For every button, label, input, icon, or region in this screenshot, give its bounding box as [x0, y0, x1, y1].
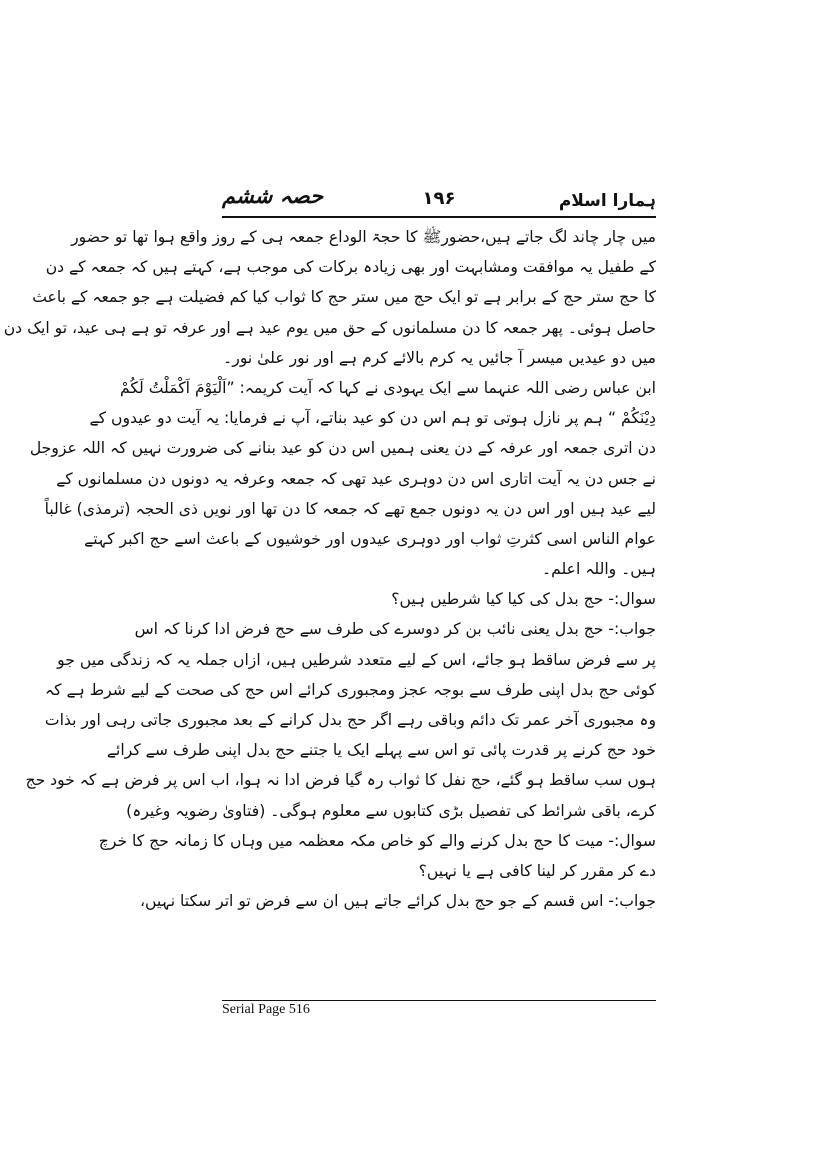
text-line: میں چار چاند لگ جاتے ہیں،حضورﷺ کا حجۃ الوداع جمعہ ہی کے روز واقع ہوا تھا تو حضور: [71, 228, 656, 246]
text-line: وہ مجبوری آخر عمر تک دائم وباقی رہے اگر حج بدل کرانے کے بعد مجبوری جاتی رہی اور بذات: [44, 711, 656, 729]
text-line: نے جس دن یہ آیت اتاری اس دن دوہری عید تھی کہ جمعہ وعرفہ یہ دونوں دن مسلمانوں کے: [56, 469, 656, 488]
text-line: دے کر مقرر کر لینا کافی ہے یا نہیں؟: [418, 861, 656, 880]
text-line: ہوں سب ساقط ہو گئے، حج نفل کا ثواب رہ گیا فرض ادا نہ ہوا، اب اس پر فرض ہے کہ خود حج: [25, 771, 656, 790]
body-text: [3, 222, 656, 916]
page-number: ۱۹۶: [422, 188, 456, 209]
text-line: عوام الناس اسی کثرتِ ثواب اور دوہری عیدوں اور خوشیوں کے باعث اسے حج اکبر کہتے: [84, 529, 656, 548]
question-line: سوال:- حج بدل کی کیا کیا شرطیں ہیں؟: [391, 590, 656, 609]
answer-line: جواب:- حج بدل یعنی نائب بن کر دوسرے کی طرف سے حج فرض ادا کرنا کہ اس: [134, 620, 656, 639]
answer-line: جواب:- اس قسم کے جو حج بدل کرائے جاتے ہیں ان سے فرض تو اتر سکتا نہیں،: [139, 892, 656, 911]
book-title: ہمارا اسلام: [558, 191, 656, 211]
text-line: کوئی حج بدل اپنی طرف سے بوجہ عجز ومجبوری کرائے اس حج کی صحت کے لیے شرط ہے کہ: [45, 680, 656, 699]
part-label: حصہ ششم: [222, 184, 324, 208]
footer-rule: [222, 1000, 656, 1001]
text-line: کرے، باقی شرائط کی تفصیل بڑی کتابوں سے معلوم ہوگی۔ (فتاویٰ رضویہ وغیرہ): [126, 801, 656, 820]
text-line: ہیں۔ واللہ اعلم۔: [542, 560, 656, 579]
text-line: خود حج کرنے پر قدرت پائی تو اس سے پہلے ایک یا جتنے حج بدل اپنی طرف سے کرائے: [106, 741, 656, 760]
text-line: ابن عباس رضی اللہ عنہما سے ایک یہودی نے کہا کہ آیت کریمہ: ”اَلْیَوْمَ اَکْمَلْتُ لَکُمْ: [120, 378, 656, 397]
text-line: کے طفیل یہ موافقت ومشابہت اور بھی زیادہ برکات کی موجب ہے، کہتے ہیں کہ جمعہ کے دن: [45, 258, 656, 277]
text-line: کا حج ستر حج کے برابر ہے تو ایک حج میں ستر حج کا ثواب کیا کم فضیلت ہے جو جمعہ کے باعث: [32, 288, 656, 307]
text-line: دن اتری جمعہ اور عرفہ کے دن یعنی ہمیں اس دن کو عید بنانے کی ضرورت نہیں کہ اللہ عزوجل: [29, 439, 656, 458]
text-line: دِیْنَکُمْ “ ہم پر نازل ہوتی تو ہم اس دن کو عید بناتے، آپ نے فرمایا: یہ آیت دو عیدوں کے: [89, 409, 656, 428]
text-line: میں دو عیدیں میسر آ جائیں یہ کرم بالائے کرم ہے اور نور علیٰ نور۔: [223, 348, 656, 367]
running-header: [222, 180, 656, 214]
text-line: لیے عید ہیں اور اس دن یہ دونوں جمع تھے کہ جمعہ کا دن تھا اور نویں ذی الحجہ (ترمذی) غالباً: [44, 499, 656, 518]
question-line: سوال:- میت کا حج بدل کرنے والے کو خاص مکہ معظمہ میں وہاں کا زمانہ حج کا خرچ: [98, 831, 656, 850]
text-line: پر سے فرض ساقط ہو جائے، اس کے لیے متعدد شرطیں ہیں، ازاں جملہ یہ کہ زندگی میں جو: [57, 650, 656, 669]
header-rule: [222, 216, 656, 218]
text-line: حاصل ہوئی۔ پھر جمعہ کا دن مسلمانوں کے حق میں یوم عید ہے اور عرفہ تو ہے ہی عید، تو ایک دن: [3, 318, 656, 337]
serial-page-label: Serial Page 516: [222, 1002, 310, 1017]
